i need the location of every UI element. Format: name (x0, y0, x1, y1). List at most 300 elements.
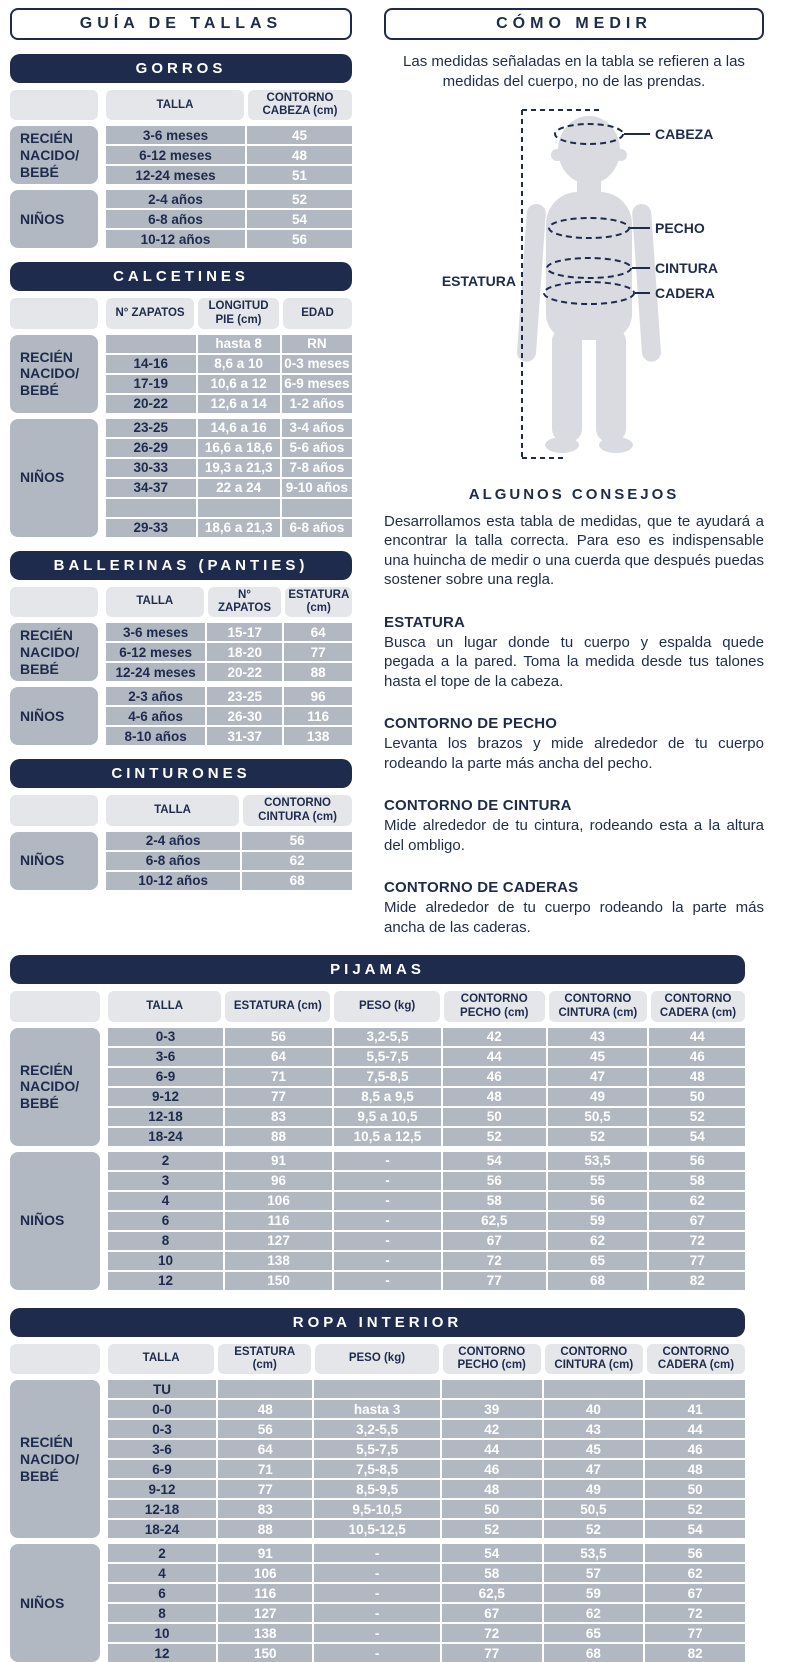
table-cell: 67 (443, 1232, 546, 1250)
table-cell: 8,5-9,5 (314, 1480, 439, 1498)
table-cell: 50 (443, 1108, 546, 1126)
table-cell: 50 (645, 1480, 745, 1498)
column-headers (106, 795, 352, 825)
table-cell: 91 (225, 1152, 332, 1170)
table-cell: 12-18 (108, 1500, 216, 1518)
table-cell: 34-37 (106, 479, 196, 497)
cadera-label: CADERA (655, 284, 715, 301)
table-cell: 88 (225, 1128, 332, 1146)
column-header: CONTORNO CADERA (cm) (647, 1344, 745, 1374)
table-cell (198, 499, 280, 517)
table-cell: 9,5-10,5 (314, 1500, 439, 1518)
group-rows (108, 1152, 745, 1290)
table-row (108, 1212, 745, 1230)
table-cell: 49 (548, 1088, 648, 1106)
table-cell: 48 (218, 1400, 313, 1418)
group-rows (106, 832, 352, 890)
corner-spacer (10, 991, 100, 1021)
table-cell: - (314, 1604, 439, 1622)
table-cell: 62 (548, 1232, 648, 1250)
table-cell: 138 (225, 1252, 332, 1270)
table-cell: 68 (548, 1272, 648, 1290)
table-cell: 22 a 24 (198, 479, 280, 497)
table-row (108, 1068, 745, 1086)
table-cell: 20-22 (106, 395, 196, 413)
table-cell: 56 (649, 1152, 745, 1170)
corner-spacer (10, 90, 98, 120)
table-cell: 46 (442, 1460, 542, 1478)
column-header: TALLA (106, 795, 239, 825)
table-cell: 150 (225, 1272, 332, 1290)
table-cell: 4 (108, 1192, 223, 1210)
table-cell: 3-6 meses (106, 623, 205, 641)
table-cell: 9,5 a 10,5 (334, 1108, 441, 1126)
table-row (108, 1192, 745, 1210)
table-cell: 8 (108, 1604, 216, 1622)
table-row (106, 479, 352, 497)
table-cell: 52 (548, 1128, 648, 1146)
table-cell: 39 (442, 1400, 542, 1418)
table-row (108, 1420, 745, 1438)
column-header: CONTORNO CADERA (cm) (651, 991, 745, 1021)
table-cell: 14-16 (106, 355, 196, 373)
table-cell: 51 (247, 166, 352, 184)
table-row (106, 872, 352, 890)
table-cell: 127 (225, 1232, 332, 1250)
table-cell: 12,6 a 14 (198, 395, 280, 413)
table-cell: 44 (645, 1420, 745, 1438)
table-cell: 52 (544, 1520, 644, 1538)
table-cell: 8 (108, 1232, 223, 1250)
table-cell: 45 (544, 1440, 644, 1458)
calcetines-header-bar: CALCETINES (10, 262, 352, 291)
table-cell: 17-19 (106, 375, 196, 393)
ballerinas-table (10, 587, 352, 745)
table-cell: 56 (548, 1192, 648, 1210)
column-header: N° ZAPATOS (208, 587, 282, 617)
table-group (10, 190, 352, 248)
table-cell: 116 (225, 1212, 332, 1230)
table-row (106, 335, 352, 353)
measure-intro-text: Las medidas señaladas en la tabla se refieren a las medidas del cuerpo, no de las prendas. (403, 53, 745, 90)
table-cell: 54 (247, 210, 352, 228)
group-rows (106, 335, 352, 413)
table-cell: 47 (544, 1460, 644, 1478)
contorno-cintura-text: Mide alrededor de tu cintura, rodeando esta a la altura del ombligo. (384, 817, 764, 854)
table-cell: 49 (544, 1480, 644, 1498)
table-group (10, 126, 352, 184)
table-cell: 53,5 (548, 1152, 648, 1170)
table-cell: 46 (443, 1068, 546, 1086)
tables-column (10, 8, 352, 937)
table-cell: 7,5-8,5 (314, 1460, 439, 1478)
table-cell (106, 499, 196, 517)
table-cell: 48 (442, 1480, 542, 1498)
table-cell: 59 (548, 1212, 648, 1230)
group-label: RECIÉN NACIDO/ BEBÉ (10, 1380, 100, 1538)
estatura-section (384, 614, 764, 692)
column-headers (106, 587, 352, 617)
table-cell: 77 (645, 1624, 745, 1642)
table-row (108, 1380, 745, 1398)
table-cell: 12 (108, 1644, 216, 1662)
table-cell: 67 (645, 1584, 745, 1602)
table-cell: 31-37 (207, 727, 282, 745)
table-cell: 72 (442, 1624, 542, 1642)
table-cell: 23-25 (106, 419, 196, 437)
table-row (106, 687, 352, 705)
table-group (10, 832, 352, 890)
column-header: CONTORNO CINTURA (cm) (243, 795, 352, 825)
table-cell: RN (282, 335, 352, 353)
table-cell: 56 (443, 1172, 546, 1190)
table-cell: 8,6 a 10 (198, 355, 280, 373)
table-cell: 45 (548, 1048, 648, 1066)
ballerinas-section (10, 551, 352, 745)
table-cell: 72 (645, 1604, 745, 1622)
table-cell: 77 (649, 1252, 745, 1270)
table-cell: 68 (544, 1644, 644, 1662)
table-cell: 96 (284, 687, 352, 705)
table-cell: hasta 8 (198, 335, 280, 353)
table-row (106, 230, 352, 248)
table-row (108, 1028, 745, 1046)
table-cell: 67 (442, 1604, 542, 1622)
table-row (108, 1544, 745, 1562)
gorros-section (10, 54, 352, 248)
contorno-pecho-section (384, 715, 764, 773)
column-header: PESO (kg) (334, 991, 439, 1021)
consejos-text: Desarrollamos esta tabla de medidas, que te ayudará a encontrar la talla correcta. Para eso es indispensable una huincha de medir o una cuerda que después puedas sostener sobre una regla. (384, 512, 764, 589)
table-cell (544, 1380, 644, 1398)
table-cell: 116 (284, 707, 352, 725)
table-cell: TU (108, 1380, 216, 1398)
ropa-interior-section (10, 1308, 745, 1662)
ballerinas-header-bar: BALLERINAS (PANTIES) (10, 551, 352, 580)
table-cell: 62 (649, 1192, 745, 1210)
table-cell: 50 (649, 1088, 745, 1106)
table-cell: 46 (649, 1048, 745, 1066)
column-header: CONTORNO PECHO (cm) (444, 991, 545, 1021)
table-row (108, 1460, 745, 1478)
corner-spacer (10, 298, 98, 328)
table-cell: 48 (649, 1068, 745, 1086)
table-cell: 10-12 años (106, 230, 245, 248)
table-cell: 138 (218, 1624, 313, 1642)
table-cell: 72 (443, 1252, 546, 1270)
table-cell: 83 (218, 1500, 313, 1518)
table-row (108, 1440, 745, 1458)
table-cell: 47 (548, 1068, 648, 1086)
table-row (106, 166, 352, 184)
table-cell: 18-24 (108, 1520, 216, 1538)
column-headers (108, 1344, 745, 1374)
table-cell: 52 (247, 190, 352, 208)
table-group (10, 419, 352, 537)
table-cell: 50 (442, 1500, 542, 1518)
table-cell: 10,5-12,5 (314, 1520, 439, 1538)
table-cell: 2 (108, 1152, 223, 1170)
table-group (10, 1380, 745, 1538)
table-cell: 52 (442, 1520, 542, 1538)
cinturones-table (10, 795, 352, 889)
table-cell: 5-6 años (282, 439, 352, 457)
table-cell: 40 (544, 1400, 644, 1418)
table-cell: - (334, 1192, 441, 1210)
table-cell (106, 335, 196, 353)
table-row (106, 519, 352, 537)
table-cell (314, 1380, 439, 1398)
table-cell: - (314, 1564, 439, 1582)
table-cell: 71 (225, 1068, 332, 1086)
table-cell: 43 (548, 1028, 648, 1046)
table-cell: 26-30 (207, 707, 282, 725)
table-cell: 6-8 años (106, 852, 240, 870)
table-row (106, 643, 352, 661)
table-row (108, 1088, 745, 1106)
table-cell: 150 (218, 1644, 313, 1662)
table-cell: 4 (108, 1564, 216, 1582)
table-cell: 52 (443, 1128, 546, 1146)
table-cell: 8,5 a 9,5 (334, 1088, 441, 1106)
gorros-header-bar: GORROS (10, 54, 352, 83)
table-cell: - (334, 1172, 441, 1190)
column-headers (106, 298, 352, 328)
table-cell: 29-33 (106, 519, 196, 537)
table-row (108, 1108, 745, 1126)
table-cell: 9-12 (108, 1480, 216, 1498)
table-cell: 6-8 años (282, 519, 352, 537)
table-cell: 44 (443, 1048, 546, 1066)
table-cell: 3-6 meses (106, 126, 245, 144)
group-rows (106, 190, 352, 248)
table-cell: 62,5 (443, 1212, 546, 1230)
table-cell: 65 (548, 1252, 648, 1270)
table-cell: 18-24 (108, 1128, 223, 1146)
table-cell: 7,5-8,5 (334, 1068, 441, 1086)
body-measurement-diagram (384, 100, 761, 472)
table-row (106, 832, 352, 850)
table-cell: - (314, 1644, 439, 1662)
table-cell: 12-24 meses (106, 166, 245, 184)
table-row (106, 126, 352, 144)
table-cell: 58 (442, 1564, 542, 1582)
table-header-row (10, 1344, 745, 1374)
table-cell: - (334, 1152, 441, 1170)
group-label: NIÑOS (10, 1152, 100, 1290)
table-cell: 77 (218, 1480, 313, 1498)
table-cell: 96 (225, 1172, 332, 1190)
table-cell: 56 (247, 230, 352, 248)
cintura-label: CINTURA (655, 259, 718, 276)
table-cell: 91 (218, 1544, 313, 1562)
table-cell: 16,6 a 18,6 (198, 439, 280, 457)
table-row (106, 707, 352, 725)
table-cell: 77 (443, 1272, 546, 1290)
cinturones-header-bar: CINTURONES (10, 759, 352, 788)
table-cell: 106 (225, 1192, 332, 1210)
table-cell: 62,5 (442, 1584, 542, 1602)
table-cell: 53,5 (544, 1544, 644, 1562)
pijamas-table (10, 991, 745, 1289)
group-rows (108, 1028, 745, 1146)
estatura-label: ESTATURA (441, 272, 516, 289)
table-row (108, 1500, 745, 1518)
table-cell: 59 (544, 1584, 644, 1602)
table-cell: hasta 3 (314, 1400, 439, 1418)
table-cell: - (334, 1232, 441, 1250)
table-cell: 72 (649, 1232, 745, 1250)
pecho-label: PECHO (655, 219, 705, 236)
table-cell: 54 (442, 1544, 542, 1562)
table-cell: 2-4 años (106, 832, 240, 850)
table-row (108, 1152, 745, 1170)
table-cell: - (334, 1272, 441, 1290)
table-row (106, 663, 352, 681)
ropa-interior-table (10, 1344, 745, 1662)
table-cell: 58 (649, 1172, 745, 1190)
group-label: RECIÉN NACIDO/ BEBÉ (10, 126, 98, 184)
how-to-measure-title: CÓMO MEDIR (384, 8, 764, 40)
table-row (106, 439, 352, 457)
table-cell: 68 (242, 872, 352, 890)
table-row (108, 1604, 745, 1622)
group-label: RECIÉN NACIDO/ BEBÉ (10, 623, 98, 681)
table-cell: 10-12 años (106, 872, 240, 890)
corner-spacer (10, 1344, 100, 1374)
column-header: TALLA (108, 991, 221, 1021)
group-label: NIÑOS (10, 1544, 100, 1662)
table-cell: 6-9 (108, 1068, 223, 1086)
table-cell: 44 (649, 1028, 745, 1046)
table-cell: 19,3 a 21,3 (198, 459, 280, 477)
column-header: ESTATURA (cm) (225, 991, 330, 1021)
table-cell: 42 (443, 1028, 546, 1046)
column-header: CONTORNO CABEZA (cm) (248, 90, 352, 120)
table-cell: 83 (225, 1108, 332, 1126)
table-cell: 48 (443, 1088, 546, 1106)
table-cell: 77 (284, 643, 352, 661)
table-group (10, 1152, 745, 1290)
table-row (106, 852, 352, 870)
table-row (106, 419, 352, 437)
table-row (108, 1644, 745, 1662)
table-cell: 54 (443, 1152, 546, 1170)
table-cell: 50,5 (544, 1500, 644, 1518)
table-cell: 12 (108, 1272, 223, 1290)
table-cell: 65 (544, 1624, 644, 1642)
table-cell: 52 (649, 1108, 745, 1126)
table-group (10, 1544, 745, 1662)
child-silhouette-graphic (516, 116, 661, 453)
table-cell: 71 (218, 1460, 313, 1478)
table-header-row (10, 90, 352, 120)
table-cell: 0-3 (108, 1028, 223, 1046)
table-cell: 56 (242, 832, 352, 850)
table-cell: 6 (108, 1212, 223, 1230)
table-row (106, 727, 352, 745)
table-cell: 88 (284, 663, 352, 681)
ropa-interior-header-bar: ROPA INTERIOR (10, 1308, 745, 1337)
table-cell: 56 (218, 1420, 313, 1438)
column-header: PESO (kg) (315, 1344, 438, 1374)
table-cell: 6-12 meses (106, 146, 245, 164)
group-label: RECIÉN NACIDO/ BEBÉ (10, 335, 98, 413)
table-cell: 23-25 (207, 687, 282, 705)
table-row (108, 1564, 745, 1582)
column-header: EDAD (283, 298, 352, 328)
table-cell: 58 (443, 1192, 546, 1210)
table-cell: 64 (225, 1048, 332, 1066)
table-row (108, 1272, 745, 1290)
table-cell: 20-22 (207, 663, 282, 681)
table-cell: 116 (218, 1584, 313, 1602)
table-cell: 0-3 meses (282, 355, 352, 373)
contorno-caderas-section (384, 879, 764, 937)
column-header: ESTATURA (cm) (218, 1344, 311, 1374)
calcetines-table (10, 298, 352, 536)
table-cell: 138 (284, 727, 352, 745)
table-row (106, 146, 352, 164)
table-cell: 56 (225, 1028, 332, 1046)
table-group (10, 687, 352, 745)
column-header: TALLA (106, 90, 244, 120)
consejos-title: ALGUNOS CONSEJOS (468, 485, 680, 503)
contorno-caderas-text: Mide alrededor de tu cuerpo rodeando la parte más ancha de las caderas. (384, 899, 764, 936)
table-cell: 57 (544, 1564, 644, 1582)
estatura-heading: ESTATURA (384, 613, 466, 631)
table-cell (442, 1380, 542, 1398)
contorno-caderas-heading: CONTORNO DE CADERAS (384, 879, 579, 897)
table-row (108, 1520, 745, 1538)
column-header: CONTORNO CINTURA (cm) (549, 991, 647, 1021)
table-cell: 42 (442, 1420, 542, 1438)
table-cell: 55 (548, 1172, 648, 1190)
table-cell: 1-2 años (282, 395, 352, 413)
table-cell: 48 (247, 146, 352, 164)
table-cell: 6-12 meses (106, 643, 205, 661)
table-row (106, 375, 352, 393)
table-cell: 0-0 (108, 1400, 216, 1418)
table-row (108, 1480, 745, 1498)
column-header: CONTORNO CINTURA (cm) (545, 1344, 643, 1374)
group-rows (108, 1544, 745, 1662)
pijamas-section (10, 955, 745, 1289)
gorros-table (10, 90, 352, 248)
pijamas-header-bar: PIJAMAS (10, 955, 745, 984)
table-cell: 3-6 (108, 1048, 223, 1066)
table-header-row (10, 298, 352, 328)
column-headers (106, 90, 352, 120)
table-row (108, 1128, 745, 1146)
table-row (108, 1584, 745, 1602)
table-row (106, 190, 352, 208)
cinturones-section (10, 759, 352, 889)
table-cell: 4-6 años (106, 707, 205, 725)
table-cell: 6-8 años (106, 210, 245, 228)
column-header: N° ZAPATOS (106, 298, 194, 328)
table-row (106, 459, 352, 477)
table-cell: 3-4 años (282, 419, 352, 437)
table-cell: 77 (442, 1644, 542, 1662)
column-header: TALLA (108, 1344, 214, 1374)
table-row (106, 210, 352, 228)
table-cell: 3,2-5,5 (314, 1420, 439, 1438)
table-cell: 18,6 a 21,3 (198, 519, 280, 537)
table-group (10, 1028, 745, 1146)
contorno-pecho-heading: CONTORNO DE PECHO (384, 715, 558, 733)
table-cell: 64 (218, 1440, 313, 1458)
